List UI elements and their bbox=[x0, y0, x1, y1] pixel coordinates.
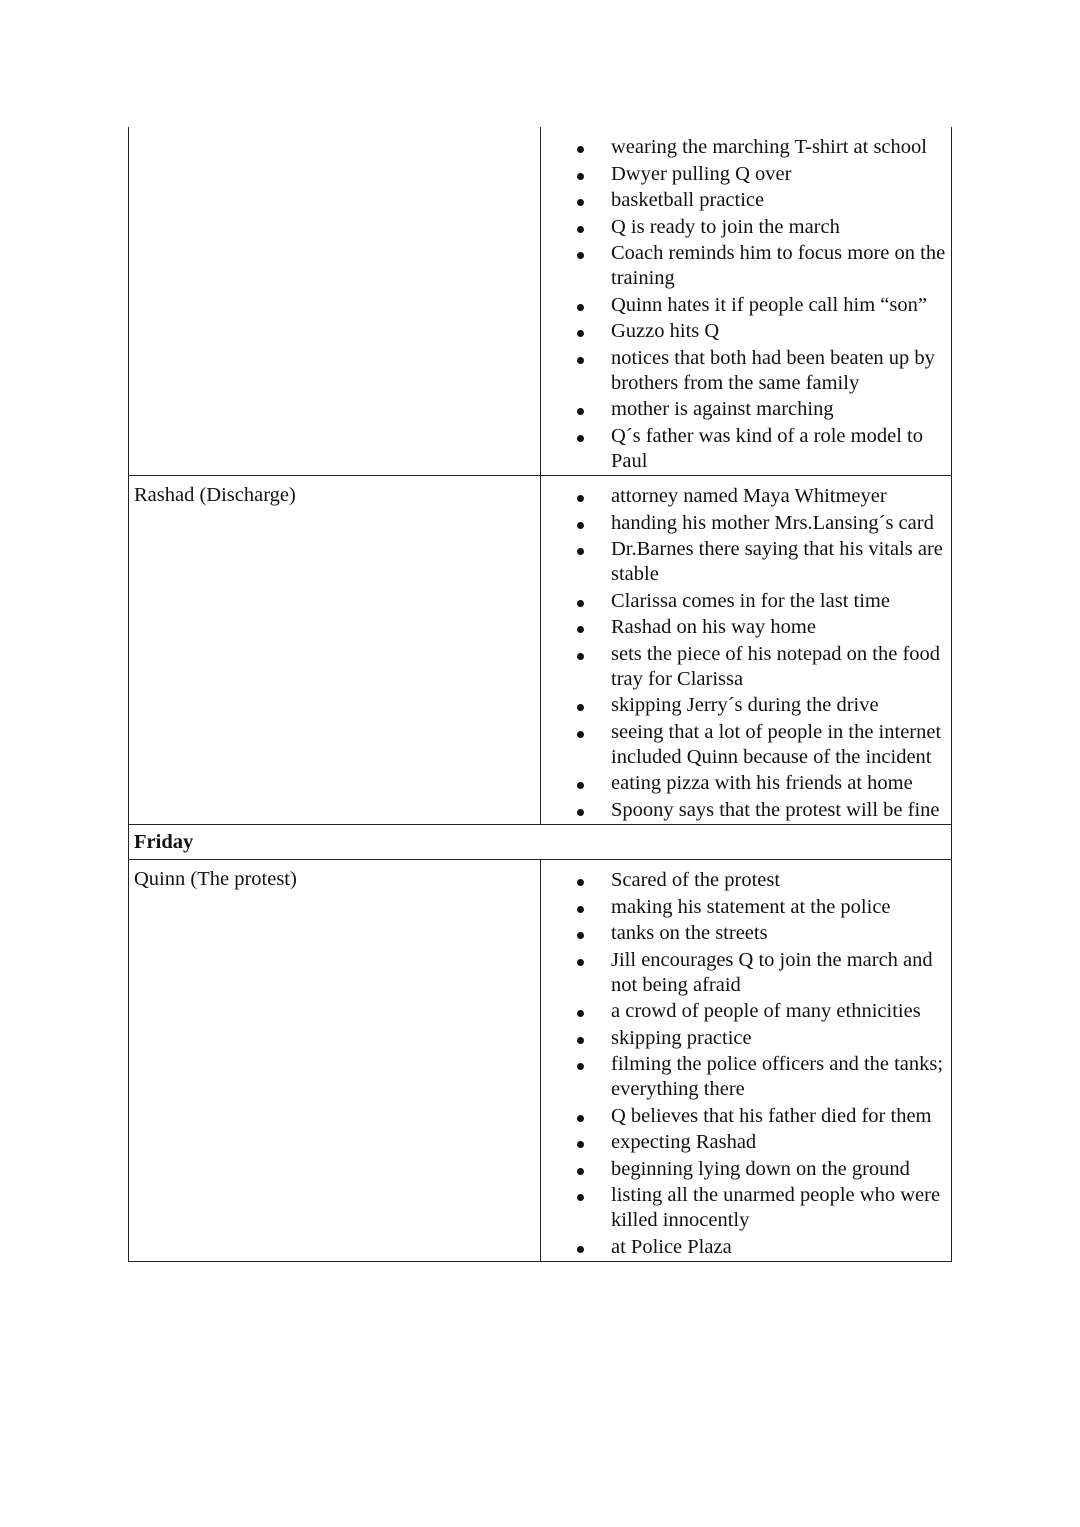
list-item-text: handing his mother Mrs.Lansing´s card bbox=[611, 511, 934, 534]
list-item-text: Q is ready to join the march bbox=[611, 215, 840, 238]
list-item bbox=[541, 424, 951, 474]
list-item-text: Coach reminds him to focus more on the training bbox=[611, 242, 946, 289]
list-item-text: beginning lying down on the ground bbox=[611, 1157, 910, 1180]
row-bullets bbox=[541, 476, 951, 824]
list-item bbox=[541, 921, 951, 946]
list-item bbox=[541, 615, 951, 640]
list-item-text: Dr.Barnes there saying that his vitals are stable bbox=[611, 538, 943, 585]
table-row bbox=[128, 860, 952, 1262]
list-item bbox=[541, 135, 951, 160]
bullet-dot-icon bbox=[577, 1037, 584, 1044]
bullet-dot-icon bbox=[577, 704, 584, 711]
list-item bbox=[541, 1104, 951, 1129]
list-item bbox=[541, 999, 951, 1024]
list-item bbox=[541, 397, 951, 422]
list-item-text: mother is against marching bbox=[611, 398, 834, 420]
list-item-text: sets the piece of his notepad on the food tray for Clarissa bbox=[611, 642, 941, 690]
list-item bbox=[541, 162, 951, 187]
list-item bbox=[541, 1026, 951, 1051]
list-item bbox=[541, 1157, 951, 1182]
list-item-text: Spoony says that the protest will be fine bbox=[611, 798, 940, 821]
bullet-dot-icon bbox=[577, 252, 584, 259]
list-item-text: skipping practice bbox=[611, 1026, 752, 1049]
list-item bbox=[541, 589, 951, 614]
list-item-text: Clarissa comes in for the last time bbox=[611, 589, 890, 612]
bullet-dot-icon bbox=[577, 626, 584, 633]
bullet-dot-icon bbox=[577, 1246, 584, 1253]
bullet-dot-icon bbox=[577, 146, 584, 153]
bullet-dot-icon bbox=[577, 1115, 584, 1122]
list-item bbox=[541, 1183, 951, 1233]
row-label: Quinn (The protest) bbox=[129, 860, 541, 1261]
bullet-dot-icon bbox=[577, 600, 584, 607]
list-item-text: filming the police officers and the tanks; everything there bbox=[611, 1053, 944, 1100]
summary-table bbox=[128, 127, 952, 1262]
list-item bbox=[541, 720, 951, 770]
list-item bbox=[541, 537, 951, 587]
bullet-dot-icon bbox=[577, 173, 584, 180]
bullet-dot-icon bbox=[577, 653, 584, 660]
list-item bbox=[541, 868, 951, 893]
list-item bbox=[541, 1052, 951, 1102]
list-item-text: seeing that a lot of people in the internet included Quinn because of the incident bbox=[611, 720, 942, 768]
list-item bbox=[541, 693, 951, 718]
row-bullets bbox=[541, 860, 951, 1261]
list-item bbox=[541, 188, 951, 213]
bullet-dot-icon bbox=[577, 199, 584, 206]
list-item-text: a crowd of people of many ethnicities bbox=[611, 1000, 921, 1022]
list-item bbox=[541, 1130, 951, 1155]
list-item bbox=[541, 895, 951, 920]
list-item-text: attorney named Maya Whitmeyer bbox=[611, 485, 887, 507]
list-item bbox=[541, 215, 951, 240]
bullet-dot-icon bbox=[577, 548, 584, 555]
row-label: Rashad (Discharge) bbox=[129, 476, 541, 824]
list-item-text: Q believes that his father died for them bbox=[611, 1104, 932, 1127]
list-item-text: tanks on the streets bbox=[611, 922, 768, 944]
bullet-dot-icon bbox=[577, 1063, 584, 1070]
list-item-text: notices that both had been beaten up by brothers from the same family bbox=[611, 346, 935, 394]
list-item-text: Rashad on his way home bbox=[611, 616, 816, 638]
bullet-dot-icon bbox=[577, 435, 584, 442]
bullet-dot-icon bbox=[577, 304, 584, 311]
list-item bbox=[541, 642, 951, 692]
bullet-dot-icon bbox=[577, 809, 584, 816]
bullet-dot-icon bbox=[577, 522, 584, 529]
bullet-dot-icon bbox=[577, 906, 584, 913]
bullet-dot-icon bbox=[577, 357, 584, 364]
list-item bbox=[541, 511, 951, 536]
bullet-dot-icon bbox=[577, 1010, 584, 1017]
bullet-list bbox=[541, 868, 951, 1260]
list-item-text: Scared of the protest bbox=[611, 869, 781, 891]
list-item bbox=[541, 484, 951, 509]
row-bullets bbox=[541, 127, 951, 475]
table-row bbox=[128, 476, 952, 825]
list-item-text: basketball practice bbox=[611, 189, 765, 211]
list-item-text: skipping Jerry´s during the drive bbox=[611, 694, 879, 716]
list-item bbox=[541, 241, 951, 291]
list-item bbox=[541, 798, 951, 823]
list-item-text: Quinn hates it if people call him “son” bbox=[611, 293, 927, 316]
list-item-text: Jill encourages Q to join the march and not being afraid bbox=[611, 948, 933, 996]
bullet-dot-icon bbox=[577, 731, 584, 738]
list-item-text: wearing the marching T-shirt at school bbox=[611, 136, 927, 158]
day-header: Friday bbox=[134, 831, 194, 853]
list-item-text: expecting Rashad bbox=[611, 1131, 757, 1153]
day-header-row bbox=[128, 825, 952, 860]
list-item bbox=[541, 319, 951, 344]
list-item-text: at Police Plaza bbox=[611, 1235, 732, 1258]
bullet-dot-icon bbox=[577, 879, 584, 886]
bullet-dot-icon bbox=[577, 495, 584, 502]
list-item-text: listing all the unarmed people who were killed innocently bbox=[611, 1184, 941, 1231]
row-label bbox=[129, 127, 541, 475]
bullet-list bbox=[541, 135, 951, 474]
list-item-text: eating pizza with his friends at home bbox=[611, 772, 913, 794]
list-item-text: Dwyer pulling Q over bbox=[611, 162, 792, 185]
list-item bbox=[541, 1235, 951, 1260]
bullet-dot-icon bbox=[577, 932, 584, 939]
list-item bbox=[541, 293, 951, 318]
list-item bbox=[541, 346, 951, 396]
list-item bbox=[541, 948, 951, 998]
bullet-dot-icon bbox=[577, 1168, 584, 1175]
list-item-text: making his statement at the police bbox=[611, 895, 891, 918]
list-item-text: Guzzo hits Q bbox=[611, 320, 720, 342]
list-item bbox=[541, 771, 951, 796]
bullet-dot-icon bbox=[577, 1194, 584, 1201]
bullet-dot-icon bbox=[577, 330, 584, 337]
table-row bbox=[128, 127, 952, 476]
bullet-dot-icon bbox=[577, 782, 584, 789]
bullet-dot-icon bbox=[577, 1141, 584, 1148]
bullet-dot-icon bbox=[577, 408, 584, 415]
list-item-text: Q´s father was kind of a role model to Paul bbox=[611, 424, 923, 472]
bullet-dot-icon bbox=[577, 226, 584, 233]
bullet-list bbox=[541, 484, 951, 823]
bullet-dot-icon bbox=[577, 959, 584, 966]
